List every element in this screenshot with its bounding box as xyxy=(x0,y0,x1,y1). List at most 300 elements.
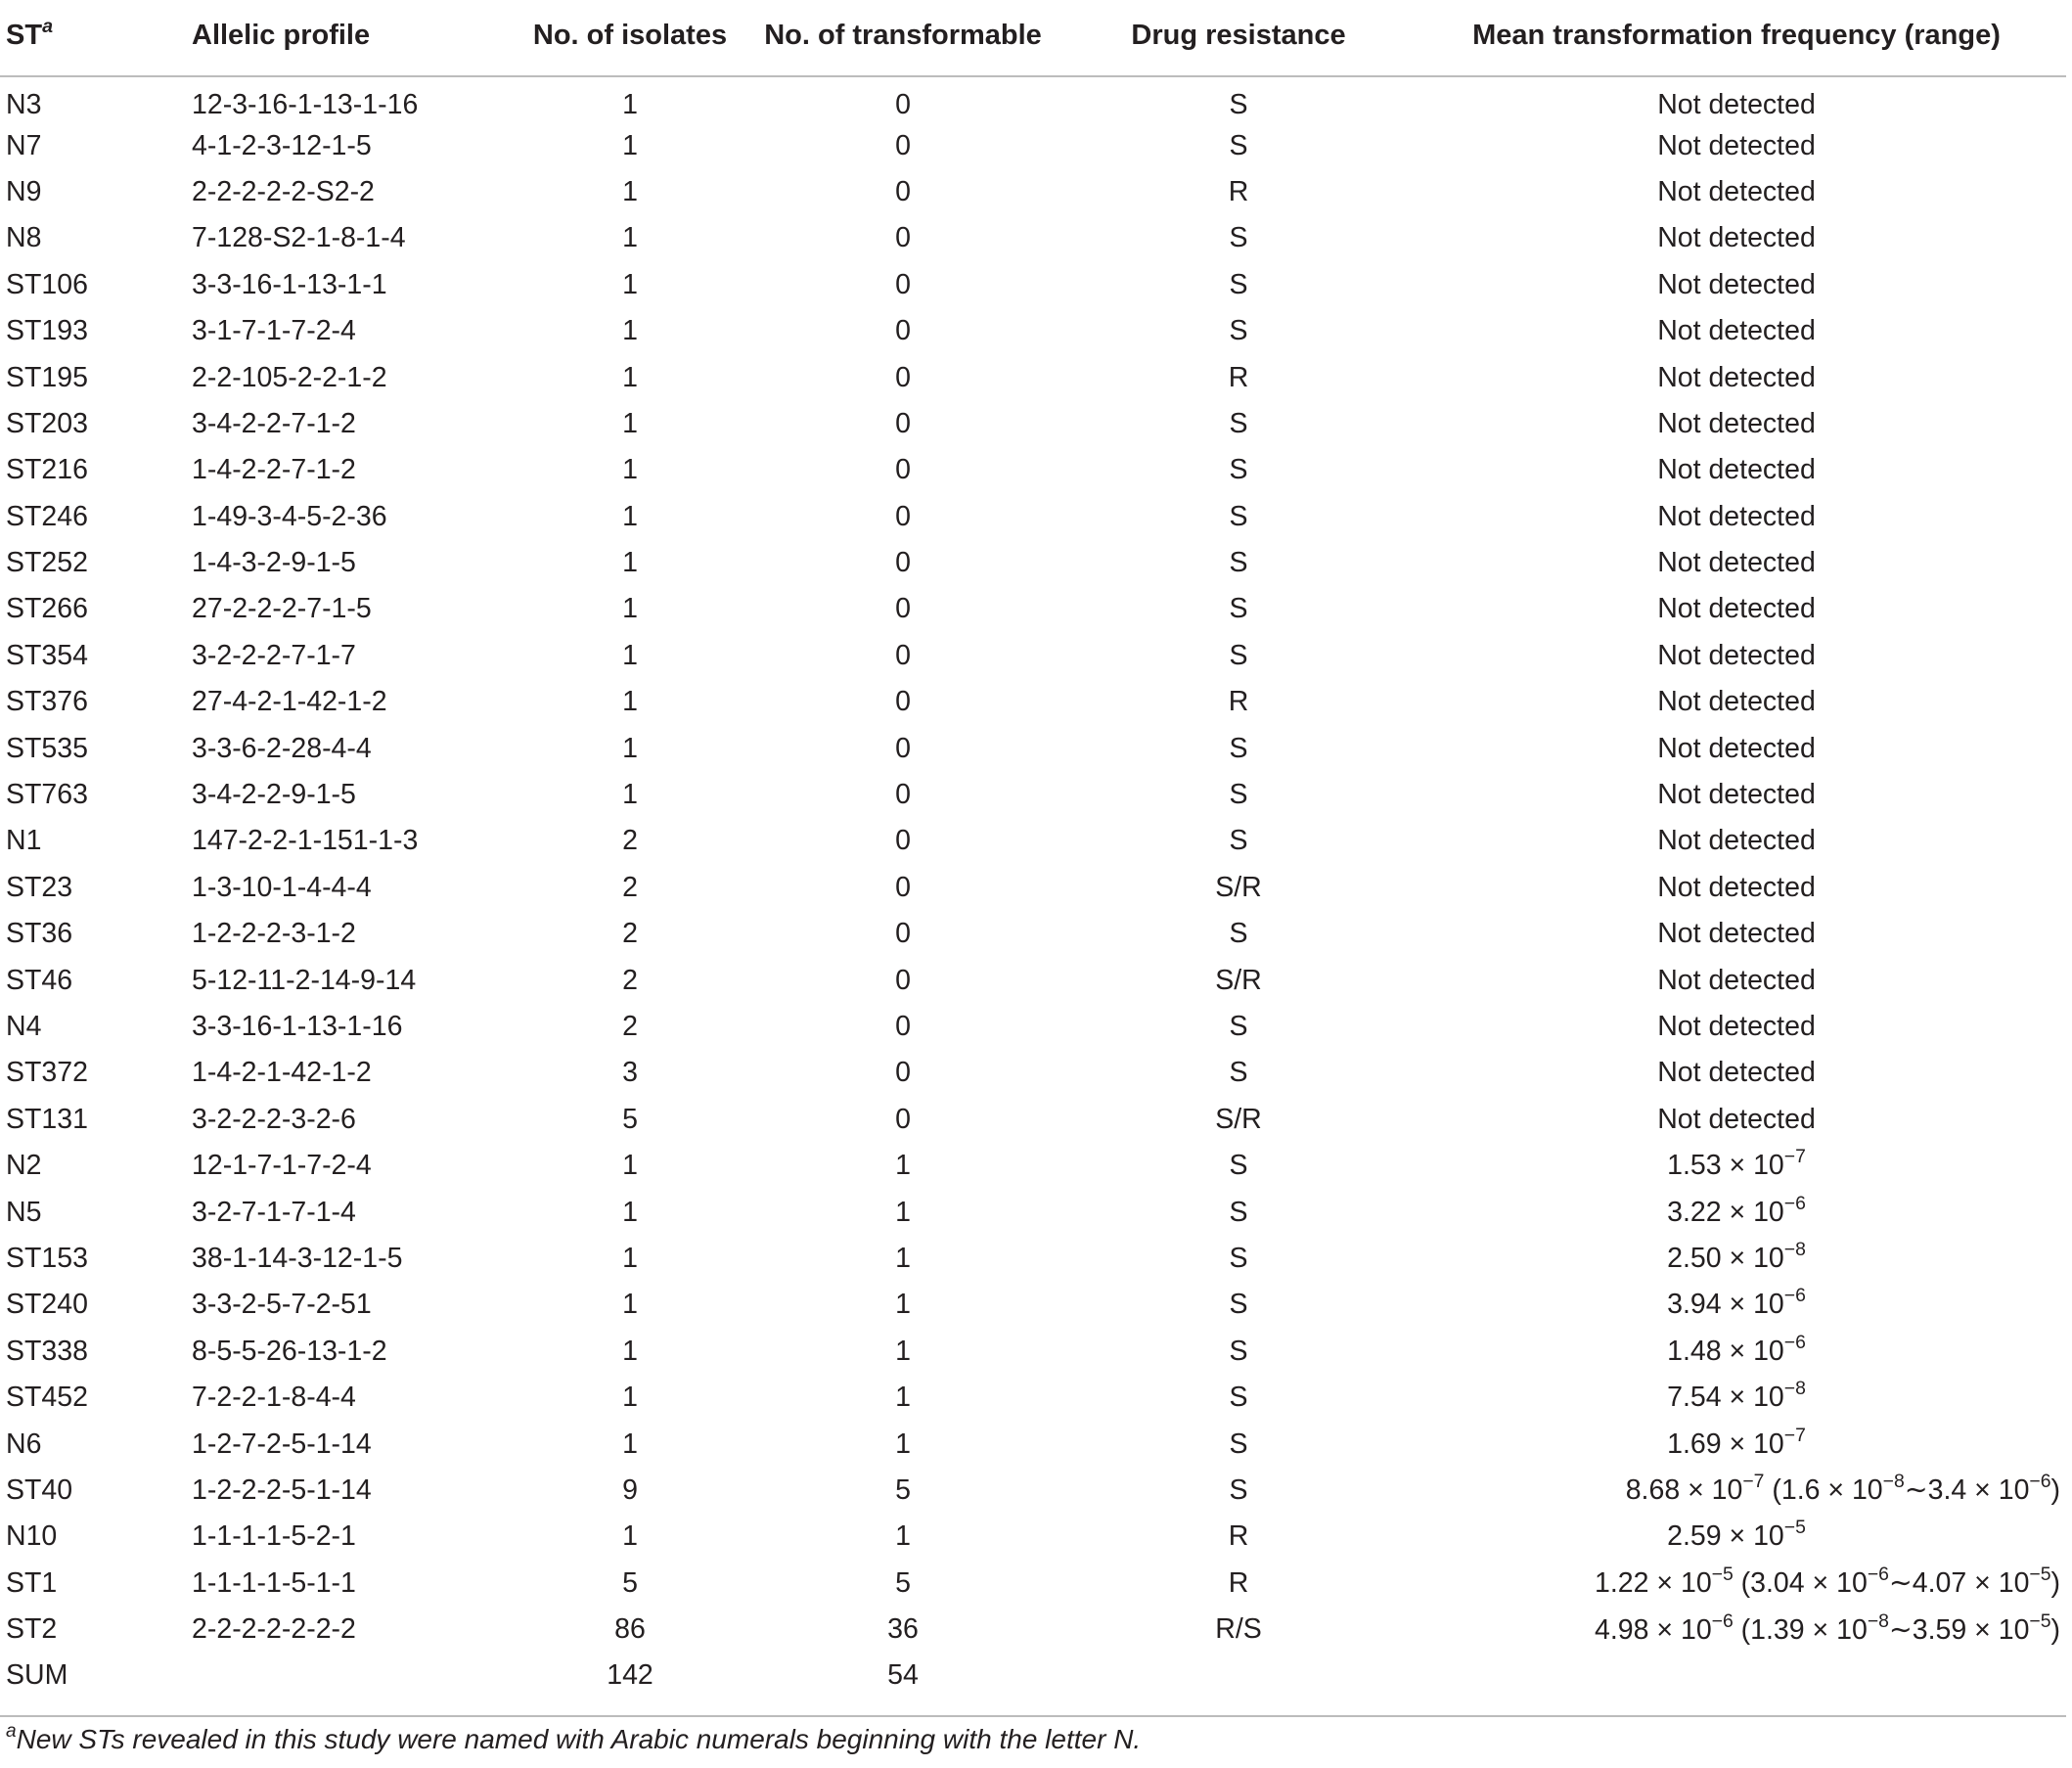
cell-st: ST535 xyxy=(6,732,88,764)
cell-isolates: 1 xyxy=(622,500,638,532)
cell-isolates: 142 xyxy=(607,1659,653,1692)
cell-drug-resistance: S xyxy=(1229,268,1248,300)
cell-allelic-profile: 7-2-2-1-8-4-4 xyxy=(192,1382,356,1414)
cell-drug-resistance: S/R xyxy=(1215,964,1262,996)
cell-allelic-profile: 3-2-2-2-7-1-7 xyxy=(192,639,356,671)
cell-allelic-profile: 1-4-3-2-9-1-5 xyxy=(192,547,356,579)
cell-transformable: 0 xyxy=(895,779,911,811)
cell-transformable: 0 xyxy=(895,129,911,161)
cell-allelic-profile: 27-2-2-2-7-1-5 xyxy=(192,593,372,625)
cell-allelic-profile: 3-4-2-2-7-1-2 xyxy=(192,407,356,439)
cell-drug-resistance: S xyxy=(1229,454,1248,486)
cell-drug-resistance: S xyxy=(1229,1057,1248,1089)
cell-isolates: 1 xyxy=(622,88,638,120)
frequency-text: 1.69 × 10 xyxy=(1667,1428,1784,1460)
cell-st: ST246 xyxy=(6,500,88,532)
cell-isolates: 1 xyxy=(622,268,638,300)
cell-isolates: 1 xyxy=(622,1196,638,1228)
cell-drug-resistance: S xyxy=(1229,825,1248,857)
cell-allelic-profile: 5-12-11-2-14-9-14 xyxy=(192,964,417,996)
frequency-exponent: −8 xyxy=(1783,1378,1806,1400)
cell-isolates: 9 xyxy=(622,1473,638,1506)
table-row xyxy=(0,679,2066,725)
cell-transformation-frequency xyxy=(1407,772,2066,818)
cell-transformation-frequency xyxy=(1407,1561,2066,1607)
frequency-text: ) xyxy=(2050,1474,2060,1507)
cell-isolates: 1 xyxy=(622,1242,638,1274)
cell-transformation-frequency xyxy=(1407,818,2066,864)
cell-transformable: 1 xyxy=(895,1289,911,1321)
cell-allelic-profile: 1-49-3-4-5-2-36 xyxy=(192,500,387,532)
cell-st: ST216 xyxy=(6,454,88,486)
cell-st: ST372 xyxy=(6,1057,88,1089)
cell-drug-resistance: R xyxy=(1228,1520,1249,1553)
frequency-text: Not detected xyxy=(1657,639,1816,671)
table-row xyxy=(0,865,2066,911)
table-row xyxy=(0,76,2066,122)
table-row xyxy=(0,1514,2066,1560)
cell-drug-resistance: S/R xyxy=(1215,1103,1262,1135)
frequency-text: Not detected xyxy=(1657,222,1816,254)
cell-drug-resistance: S xyxy=(1229,1196,1248,1228)
cell-transformation-frequency xyxy=(1407,1189,2066,1235)
cell-transformation-frequency xyxy=(1407,1282,2066,1328)
cell-allelic-profile: 12-1-7-1-7-2-4 xyxy=(192,1150,372,1182)
frequency-text: 4.98 × 10 xyxy=(1595,1613,1712,1646)
cell-transformation-frequency xyxy=(1407,401,2066,447)
frequency-text: Not detected xyxy=(1657,593,1816,625)
frequency-exponent: −6 xyxy=(1783,1331,1806,1353)
cell-allelic-profile xyxy=(192,1653,524,1699)
cell-transformable: 0 xyxy=(895,361,911,393)
cell-drug-resistance: R xyxy=(1228,175,1249,207)
cell-isolates: 2 xyxy=(622,1011,638,1042)
cell-transformation-frequency xyxy=(1407,215,2066,261)
cell-allelic-profile: 38-1-14-3-12-1-5 xyxy=(192,1242,403,1274)
frequency-text: 7.54 × 10 xyxy=(1667,1382,1784,1414)
table-row xyxy=(0,633,2066,679)
cell-transformable: 0 xyxy=(895,918,911,950)
cell-allelic-profile: 3-3-6-2-28-4-4 xyxy=(192,732,372,764)
table-row xyxy=(0,772,2066,818)
frequency-text: Not detected xyxy=(1657,315,1816,347)
frequency-text: 1.22 × 10 xyxy=(1595,1567,1712,1600)
table-row xyxy=(0,911,2066,957)
frequency-text: 8.68 × 10 xyxy=(1625,1474,1743,1507)
cell-transformable: 0 xyxy=(895,175,911,207)
header-isolates: No. of isolates xyxy=(524,0,736,76)
header-drug-resistance: Drug resistance xyxy=(1070,0,1407,76)
cell-transformation-frequency xyxy=(1407,122,2066,168)
cell-st: N4 xyxy=(6,1011,42,1042)
table-row xyxy=(0,215,2066,261)
cell-drug-resistance: S xyxy=(1229,639,1248,671)
frequency-text: 3.22 × 10 xyxy=(1667,1196,1784,1228)
cell-transformable: 5 xyxy=(895,1473,911,1506)
frequency-text: Not detected xyxy=(1657,918,1816,950)
cell-transformable: 0 xyxy=(895,1057,911,1089)
cell-st: ST338 xyxy=(6,1335,88,1367)
cell-isolates: 5 xyxy=(622,1103,638,1135)
cell-st: ST763 xyxy=(6,779,88,811)
cell-transformation-frequency xyxy=(1407,169,2066,215)
frequency-exponent: −7 xyxy=(1783,1146,1806,1168)
cell-isolates: 1 xyxy=(622,407,638,439)
table-row xyxy=(0,1143,2066,1189)
cell-transformation-frequency xyxy=(1407,679,2066,725)
cell-drug-resistance: S xyxy=(1229,779,1248,811)
table-row xyxy=(0,1421,2066,1467)
cell-isolates: 1 xyxy=(622,222,638,254)
cell-st: ST354 xyxy=(6,639,88,671)
cell-isolates: 1 xyxy=(622,1428,638,1460)
cell-transformation-frequency xyxy=(1407,586,2066,632)
frequency-exponent: −5 xyxy=(2029,1564,2051,1586)
cell-transformation-frequency xyxy=(1407,865,2066,911)
cell-drug-resistance: S xyxy=(1229,547,1248,579)
cell-transformation-frequency xyxy=(1407,1236,2066,1282)
cell-drug-resistance: S xyxy=(1229,1150,1248,1182)
table-row xyxy=(0,354,2066,400)
frequency-text: ) xyxy=(2050,1567,2060,1600)
frequency-text: Not detected xyxy=(1657,1057,1816,1089)
cell-transformable: 1 xyxy=(895,1382,911,1414)
cell-transformable: 0 xyxy=(895,222,911,254)
cell-drug-resistance: S xyxy=(1229,1473,1248,1506)
cell-drug-resistance: S xyxy=(1229,129,1248,161)
frequency-text: Not detected xyxy=(1657,175,1816,207)
cell-st: N3 xyxy=(6,88,42,120)
cell-transformation-frequency xyxy=(1407,262,2066,308)
cell-transformable: 54 xyxy=(887,1659,919,1692)
cell-transformation-frequency xyxy=(1407,1607,2066,1653)
table-bottom-rule xyxy=(0,1715,2066,1717)
frequency-exponent: −7 xyxy=(1742,1471,1765,1493)
cell-isolates: 1 xyxy=(622,361,638,393)
table-row xyxy=(0,818,2066,864)
cell-drug-resistance: R xyxy=(1228,686,1249,718)
cell-transformable: 0 xyxy=(895,593,911,625)
cell-drug-resistance: S xyxy=(1229,1289,1248,1321)
cell-drug-resistance: S xyxy=(1229,918,1248,950)
cell-drug-resistance: S xyxy=(1229,593,1248,625)
cell-transformation-frequency xyxy=(1407,1514,2066,1560)
cell-transformation-frequency xyxy=(1407,540,2066,586)
frequency-text: Not detected xyxy=(1657,88,1816,120)
cell-transformable: 0 xyxy=(895,825,911,857)
frequency-text: Not detected xyxy=(1657,964,1816,996)
frequency-text: 2.59 × 10 xyxy=(1667,1520,1784,1553)
cell-isolates: 2 xyxy=(622,871,638,903)
cell-isolates: 1 xyxy=(622,732,638,764)
cell-allelic-profile: 1-1-1-1-5-2-1 xyxy=(192,1520,356,1553)
cell-drug-resistance: S xyxy=(1229,732,1248,764)
cell-transformable: 0 xyxy=(895,639,911,671)
frequency-text: Not detected xyxy=(1657,268,1816,300)
cell-transformation-frequency xyxy=(1407,1329,2066,1375)
cell-isolates: 2 xyxy=(622,825,638,857)
cell-transformable: 1 xyxy=(895,1150,911,1182)
frequency-exponent: −6 xyxy=(1783,1285,1806,1307)
frequency-exponent: −8 xyxy=(1882,1471,1905,1493)
cell-drug-resistance: S xyxy=(1229,222,1248,254)
cell-st: ST195 xyxy=(6,361,88,393)
table-row xyxy=(0,1653,2066,1699)
header-st: ST$^a$ xyxy=(0,0,192,76)
table-row xyxy=(0,1236,2066,1282)
cell-transformable: 0 xyxy=(895,315,911,347)
cell-drug-resistance: R xyxy=(1228,1566,1249,1599)
cell-allelic-profile: 3-2-7-1-7-1-4 xyxy=(192,1196,356,1228)
frequency-text: 1.48 × 10 xyxy=(1667,1335,1784,1367)
table-row xyxy=(0,1004,2066,1050)
frequency-text: Not detected xyxy=(1657,1103,1816,1135)
cell-st: ST153 xyxy=(6,1242,88,1274)
cell-allelic-profile: 8-5-5-26-13-1-2 xyxy=(192,1335,387,1367)
cell-transformation-frequency xyxy=(1407,76,2066,122)
cell-transformable: 0 xyxy=(895,454,911,486)
cell-transformable: 5 xyxy=(895,1566,911,1599)
table-row xyxy=(0,401,2066,447)
cell-allelic-profile: 1-2-2-2-5-1-14 xyxy=(192,1473,372,1506)
table-row xyxy=(0,308,2066,354)
cell-st: ST240 xyxy=(6,1289,88,1321)
cell-allelic-profile: 3-2-2-2-3-2-6 xyxy=(192,1103,356,1135)
footnote-marker: a xyxy=(6,1721,17,1743)
frequency-text: Not detected xyxy=(1657,500,1816,532)
cell-allelic-profile: 1-2-7-2-5-1-14 xyxy=(192,1428,372,1460)
cell-drug-resistance xyxy=(1070,1653,1407,1699)
cell-st: N8 xyxy=(6,222,42,254)
cell-isolates: 5 xyxy=(622,1566,638,1599)
cell-st: ST106 xyxy=(6,268,88,300)
cell-drug-resistance: S xyxy=(1229,1242,1248,1274)
cell-allelic-profile: 1-1-1-1-5-1-1 xyxy=(192,1566,356,1599)
cell-isolates: 1 xyxy=(622,175,638,207)
table-row xyxy=(0,262,2066,308)
table-row xyxy=(0,447,2066,493)
table-header-row xyxy=(0,0,2066,76)
cell-allelic-profile: 3-3-16-1-13-1-16 xyxy=(192,1011,403,1042)
cell-transformation-frequency xyxy=(1407,957,2066,1003)
cell-allelic-profile: 3-4-2-2-9-1-5 xyxy=(192,779,356,811)
cell-allelic-profile: 7-128-S2-1-8-1-4 xyxy=(192,222,406,254)
table-row xyxy=(0,1282,2066,1328)
frequency-exponent: −5 xyxy=(1783,1517,1806,1539)
header-transformable: No. of transformable xyxy=(736,0,1070,76)
cell-st: ST266 xyxy=(6,593,88,625)
cell-allelic-profile: 2-2-105-2-2-1-2 xyxy=(192,361,387,393)
header-st-footnote-marker: a xyxy=(42,15,54,37)
cell-st: N1 xyxy=(6,825,42,857)
cell-st: ST46 xyxy=(6,964,73,996)
table-row xyxy=(0,122,2066,168)
footnote-text: New STs revealed in this study were named with Arabic numerals beginning with the letter N. xyxy=(16,1724,1142,1754)
cell-allelic-profile: 1-4-2-2-7-1-2 xyxy=(192,454,356,486)
frequency-text: (1.6 × 10 xyxy=(1764,1474,1883,1507)
cell-allelic-profile: 1-4-2-1-42-1-2 xyxy=(192,1057,372,1089)
cell-drug-resistance: S xyxy=(1229,1011,1248,1042)
cell-allelic-profile: 3-1-7-1-7-2-4 xyxy=(192,315,356,347)
frequency-exponent: −8 xyxy=(1783,1238,1806,1260)
cell-isolates: 1 xyxy=(622,129,638,161)
cell-st: N2 xyxy=(6,1150,42,1182)
cell-transformable: 0 xyxy=(895,871,911,903)
cell-drug-resistance: S xyxy=(1229,1335,1248,1367)
cell-isolates: 1 xyxy=(622,1520,638,1553)
table-row xyxy=(0,1607,2066,1653)
cell-st: ST252 xyxy=(6,547,88,579)
frequency-exponent: −6 xyxy=(1711,1609,1734,1632)
table-row xyxy=(0,1097,2066,1143)
cell-drug-resistance: R xyxy=(1228,361,1249,393)
cell-transformation-frequency xyxy=(1407,1421,2066,1467)
table-footnote xyxy=(6,1721,1142,1755)
cell-transformable: 0 xyxy=(895,1103,911,1135)
cell-transformable: 0 xyxy=(895,732,911,764)
cell-st: ST376 xyxy=(6,686,88,718)
frequency-text: Not detected xyxy=(1657,407,1816,439)
frequency-exponent: −5 xyxy=(2029,1609,2051,1632)
frequency-text: ∼3.4 × 10 xyxy=(1904,1474,2030,1507)
table-row xyxy=(0,1375,2066,1421)
cell-isolates: 2 xyxy=(622,964,638,996)
cell-allelic-profile: 12-3-16-1-13-1-16 xyxy=(192,88,419,120)
cell-st: N9 xyxy=(6,175,42,207)
cell-transformation-frequency xyxy=(1407,447,2066,493)
cell-transformable: 1 xyxy=(895,1335,911,1367)
cell-transformable: 36 xyxy=(887,1613,919,1646)
cell-allelic-profile: 147-2-2-1-151-1-3 xyxy=(192,825,419,857)
cell-drug-resistance: S xyxy=(1229,315,1248,347)
cell-isolates: 1 xyxy=(622,686,638,718)
cell-transformable: 1 xyxy=(895,1196,911,1228)
cell-isolates: 86 xyxy=(614,1613,646,1646)
cell-isolates: 3 xyxy=(622,1057,638,1089)
cell-allelic-profile: 1-3-10-1-4-4-4 xyxy=(192,871,372,903)
cell-transformable: 1 xyxy=(895,1242,911,1274)
cell-drug-resistance: S xyxy=(1229,1382,1248,1414)
header-transformation-frequency: Mean transformation frequency (range) xyxy=(1407,0,2066,76)
table-row xyxy=(0,494,2066,540)
cell-transformation-frequency xyxy=(1407,1468,2066,1514)
cell-allelic-profile: 3-3-2-5-7-2-51 xyxy=(192,1289,372,1321)
cell-isolates: 1 xyxy=(622,1289,638,1321)
frequency-exponent: −6 xyxy=(1867,1564,1889,1586)
header-allelic-profile: Allelic profile xyxy=(192,0,524,76)
cell-drug-resistance: S/R xyxy=(1215,871,1262,903)
cell-transformable: 1 xyxy=(895,1428,911,1460)
frequency-exponent: −8 xyxy=(1867,1609,1889,1632)
cell-isolates: 1 xyxy=(622,779,638,811)
cell-drug-resistance: R/S xyxy=(1215,1613,1262,1646)
cell-transformation-frequency xyxy=(1407,1050,2066,1096)
frequency-text: Not detected xyxy=(1657,129,1816,161)
frequency-text: Not detected xyxy=(1657,871,1816,903)
cell-st: N10 xyxy=(6,1520,58,1553)
cell-drug-resistance: S xyxy=(1229,88,1248,120)
cell-st: ST131 xyxy=(6,1103,88,1135)
cell-isolates: 1 xyxy=(622,1382,638,1414)
cell-transformation-frequency xyxy=(1407,1653,2066,1699)
frequency-text: 1.53 × 10 xyxy=(1667,1150,1784,1182)
cell-isolates: 1 xyxy=(622,454,638,486)
frequency-text: Not detected xyxy=(1657,454,1816,486)
cell-st: ST452 xyxy=(6,1382,88,1414)
cell-transformable: 0 xyxy=(895,1011,911,1042)
cell-st: ST1 xyxy=(6,1566,58,1599)
frequency-text: Not detected xyxy=(1657,825,1816,857)
frequency-exponent: −5 xyxy=(1711,1564,1734,1586)
cell-transformable: 0 xyxy=(895,88,911,120)
cell-st: ST23 xyxy=(6,871,73,903)
cell-transformation-frequency xyxy=(1407,354,2066,400)
cell-transformation-frequency xyxy=(1407,633,2066,679)
table-body xyxy=(0,76,2066,1700)
cell-st: ST40 xyxy=(6,1473,73,1506)
frequency-text: Not detected xyxy=(1657,1011,1816,1042)
table-row xyxy=(0,169,2066,215)
frequency-text: ) xyxy=(2050,1613,2060,1646)
cell-transformable: 0 xyxy=(895,268,911,300)
cell-st: ST193 xyxy=(6,315,88,347)
cell-isolates: 1 xyxy=(622,593,638,625)
cell-transformation-frequency xyxy=(1407,911,2066,957)
cell-allelic-profile: 3-3-16-1-13-1-1 xyxy=(192,268,387,300)
cell-st: SUM xyxy=(6,1659,68,1692)
cell-allelic-profile: 1-2-2-2-3-1-2 xyxy=(192,918,356,950)
frequency-exponent: −6 xyxy=(2029,1471,2051,1493)
table-row xyxy=(0,957,2066,1003)
cell-transformation-frequency xyxy=(1407,1143,2066,1189)
cell-transformable: 0 xyxy=(895,500,911,532)
frequency-exponent: −6 xyxy=(1783,1192,1806,1214)
table-row xyxy=(0,1468,2066,1514)
cell-st: ST2 xyxy=(6,1613,58,1646)
cell-transformation-frequency xyxy=(1407,308,2066,354)
cell-st: N6 xyxy=(6,1428,42,1460)
cell-allelic-profile: 2-2-2-2-2-S2-2 xyxy=(192,175,375,207)
frequency-text: Not detected xyxy=(1657,361,1816,393)
frequency-text: ∼3.59 × 10 xyxy=(1888,1613,2030,1646)
table-row xyxy=(0,725,2066,771)
cell-drug-resistance: S xyxy=(1229,407,1248,439)
cell-isolates: 1 xyxy=(622,1335,638,1367)
cell-transformable: 0 xyxy=(895,686,911,718)
cell-transformation-frequency xyxy=(1407,725,2066,771)
cell-transformable: 1 xyxy=(895,1520,911,1553)
cell-transformation-frequency xyxy=(1407,1375,2066,1421)
frequency-text: (1.39 × 10 xyxy=(1733,1613,1868,1646)
cell-st: ST203 xyxy=(6,407,88,439)
frequency-text: Not detected xyxy=(1657,732,1816,764)
cell-transformation-frequency xyxy=(1407,494,2066,540)
cell-transformation-frequency xyxy=(1407,1004,2066,1050)
frequency-text: 2.50 × 10 xyxy=(1667,1242,1784,1274)
frequency-text: Not detected xyxy=(1657,547,1816,579)
cell-st: N7 xyxy=(6,129,42,161)
cell-drug-resistance: S xyxy=(1229,1428,1248,1460)
cell-isolates: 1 xyxy=(622,1150,638,1182)
cell-transformation-frequency xyxy=(1407,1097,2066,1143)
cell-drug-resistance: S xyxy=(1229,500,1248,532)
cell-isolates: 1 xyxy=(622,547,638,579)
cell-allelic-profile: 2-2-2-2-2-2-2 xyxy=(192,1613,356,1646)
cell-allelic-profile: 4-1-2-3-12-1-5 xyxy=(192,129,372,161)
frequency-text: Not detected xyxy=(1657,779,1816,811)
cell-allelic-profile: 27-4-2-1-42-1-2 xyxy=(192,686,387,718)
cell-isolates: 1 xyxy=(622,315,638,347)
